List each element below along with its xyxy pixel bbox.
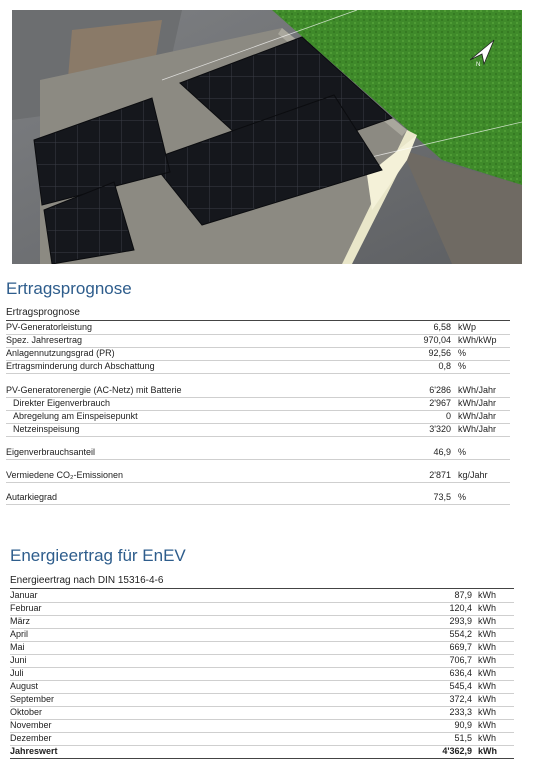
row-label: Juli: [10, 668, 24, 678]
table-row: [10, 680, 514, 694]
row-label: Mai: [10, 642, 25, 652]
row-value: 636,4: [449, 668, 472, 678]
row-unit: kWh/Jahr: [458, 411, 497, 421]
ertrag-table-subtitle: Ertragsprognose: [6, 307, 80, 318]
row-unit: kWp: [458, 322, 476, 332]
row-unit: kWh: [478, 694, 496, 704]
row-label: Anlagennutzungsgrad (PR): [6, 348, 115, 358]
row-label: Januar: [10, 590, 38, 600]
table-row: [10, 602, 514, 616]
row-label: PV-Generatorenergie (AC-Netz) mit Batterie: [6, 385, 182, 395]
row-value: 706,7: [449, 655, 472, 665]
table-row: [10, 641, 514, 655]
row-label: Juni: [10, 655, 27, 665]
row-value: 970,04: [423, 335, 451, 345]
table-row: [6, 360, 510, 374]
row-unit: kWh: [478, 668, 496, 678]
row-value: 51,5: [454, 733, 472, 743]
table-row: [6, 397, 510, 411]
row-unit: kWh/Jahr: [458, 424, 497, 434]
table-row: [10, 667, 514, 681]
row-unit: kWh: [478, 603, 496, 613]
row-label: Netzeinspeisung: [13, 424, 80, 434]
row-label: April: [10, 629, 29, 639]
row-unit: kg/Jahr: [458, 470, 488, 480]
section-title-enev: Energieertrag für EnEV: [10, 546, 186, 565]
row-label: März: [10, 616, 30, 626]
svg-text:N: N: [476, 62, 481, 68]
row-value: 233,3: [449, 707, 472, 717]
roof-aerial-image: [12, 10, 522, 264]
enev-table-subtitle: Energieertrag nach DIN 15316-4-6: [10, 575, 164, 586]
table-row: [10, 732, 514, 746]
table-row: [10, 628, 514, 642]
row-label: August: [10, 681, 39, 691]
row-unit: kWh: [478, 642, 496, 652]
table-row: [6, 491, 510, 505]
table-row: [10, 615, 514, 629]
table-row: [6, 469, 510, 483]
row-value: 293,9: [449, 616, 472, 626]
table-row: [6, 321, 510, 335]
table-row: [10, 654, 514, 668]
row-value: 87,9: [454, 590, 472, 600]
row-unit: %: [458, 361, 467, 371]
row-value: 3'320: [429, 424, 451, 434]
row-value: 545,4: [449, 681, 472, 691]
row-value: 0: [445, 411, 451, 421]
row-unit: kWh: [478, 616, 496, 626]
row-label: Abregelung am Einspeisepunkt: [13, 411, 138, 421]
row-value: 554,2: [449, 629, 472, 639]
row-unit: kWh: [478, 681, 496, 691]
table-row: [6, 446, 510, 460]
row-value: 92,56: [428, 348, 451, 358]
row-label: Oktober: [10, 707, 43, 717]
row-label: Jahreswert: [10, 746, 58, 756]
row-value: 2'967: [429, 398, 451, 408]
row-unit: kWh/Jahr: [458, 398, 497, 408]
roof-3d-view: [12, 10, 522, 264]
row-unit: %: [458, 492, 467, 502]
row-label: Direkter Eigenverbrauch: [13, 398, 111, 408]
row-unit: kWh: [478, 707, 496, 717]
table-row: [10, 719, 514, 733]
table-row: [6, 334, 510, 348]
table-row: [6, 410, 510, 424]
row-unit: kWh: [478, 629, 496, 639]
row-unit: kWh: [478, 590, 496, 600]
row-value: 372,4: [449, 694, 472, 704]
row-label: September: [10, 694, 55, 704]
row-unit: kWh/Jahr: [458, 385, 497, 395]
row-value: 90,9: [454, 720, 472, 730]
row-label: Dezember: [10, 733, 52, 743]
row-unit: kWh: [478, 655, 496, 665]
table-row: [6, 423, 510, 437]
table-row: [6, 347, 510, 361]
table-row: [10, 693, 514, 707]
row-label: PV-Generatorleistung: [6, 322, 93, 332]
row-label: Spez. Jahresertrag: [6, 335, 83, 345]
row-value: 73,5: [433, 492, 451, 502]
row-unit: %: [458, 348, 467, 358]
table-row-total: [10, 745, 514, 759]
row-value: 669,7: [449, 642, 472, 652]
row-value: 6'286: [429, 385, 451, 395]
row-label: Autarkiegrad: [6, 492, 58, 502]
row-label: Ertragsminderung durch Abschattung: [6, 361, 155, 371]
row-unit: kWh/kWp: [458, 335, 497, 345]
row-label: Februar: [10, 603, 42, 613]
table-row: [6, 384, 510, 398]
table-row: [10, 589, 514, 603]
row-unit: %: [458, 447, 467, 457]
row-label: November: [10, 720, 52, 730]
section-title-ertragsprognose: Ertragsprognose: [6, 279, 132, 298]
row-unit: kWh: [478, 733, 496, 743]
row-value: 120,4: [449, 603, 472, 613]
row-label: Vermiedene CO₂-Emissionen: [6, 470, 124, 480]
row-unit: kWh: [478, 746, 497, 756]
row-value: 6,58: [433, 322, 451, 332]
row-value: 2'871: [429, 470, 451, 480]
row-unit: kWh: [478, 720, 496, 730]
row-value: 4'362,9: [442, 746, 472, 756]
table-row: [10, 706, 514, 720]
row-value: 46,9: [433, 447, 451, 457]
row-label: Eigenverbrauchsanteil: [6, 447, 96, 457]
row-value: 0,8: [438, 361, 451, 371]
